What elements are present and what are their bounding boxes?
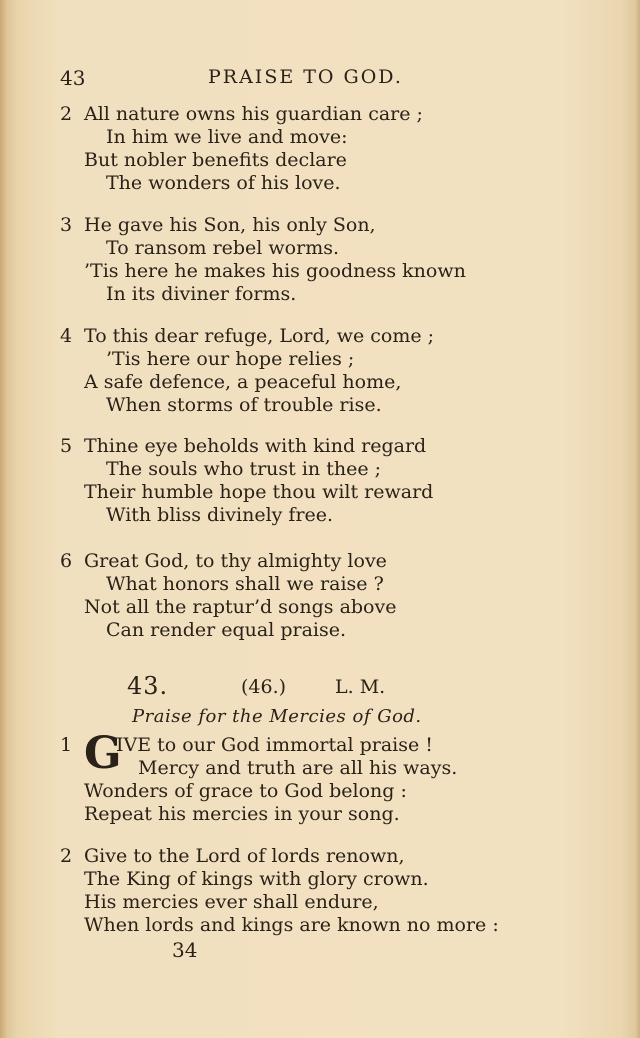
verse-line: To ransom rebel worms. <box>106 237 340 259</box>
stanza-6 <box>60 550 500 642</box>
verse-line: But nobler benefits declare <box>84 149 347 171</box>
hymn-stanza-1 <box>60 728 500 826</box>
verse-line: Repeat his mercies in your song. <box>84 803 400 825</box>
stanza-number: 1 <box>60 734 73 756</box>
verse-line: Can render equal praise. <box>106 619 347 641</box>
verse-line: 2 Give to the Lord of lords renown, <box>60 845 405 867</box>
running-title: PRAISE TO GOD. <box>208 66 403 88</box>
verse-line: When storms of trouble rise. <box>106 394 382 416</box>
stanza-number: 3 <box>60 214 73 236</box>
verse-line: 4 To this dear refuge, Lord, we come ; <box>60 325 435 347</box>
hymn-number: 43. <box>127 672 169 700</box>
page-edge-right <box>634 0 640 1038</box>
stanza-number: 5 <box>60 435 73 457</box>
stanza-2 <box>60 103 500 195</box>
verse-line: ’Tis here he makes his goodness known <box>84 260 466 282</box>
drop-cap: G <box>84 728 122 779</box>
page-edge-left <box>0 0 8 1038</box>
stanza-number: 2 <box>60 845 73 867</box>
hymn-heading <box>127 672 487 702</box>
verse-line: Not all the raptur’d songs above <box>84 596 397 618</box>
stanza-number: 4 <box>60 325 73 347</box>
verse-line: The King of kings with glory crown. <box>84 868 429 890</box>
verse-line: The souls who trust in thee ; <box>106 458 381 480</box>
stanza-4 <box>60 325 500 417</box>
page-header <box>60 66 500 94</box>
stanza-3 <box>60 214 500 306</box>
verse-line: The wonders of his love. <box>106 172 341 194</box>
verse-line: 2 All nature owns his guardian care ; <box>60 103 423 125</box>
stanza-number: 2 <box>60 103 73 125</box>
verse-line: 6 Great God, to thy almighty love <box>60 550 387 572</box>
verse-line: 1 G IVE to our God immortal praise ! <box>60 728 433 779</box>
stanza-5 <box>60 435 500 527</box>
signature-mark: 34 <box>172 938 198 962</box>
verse-line: What honors shall we raise ? <box>106 573 384 595</box>
verse-line: In him we live and move: <box>106 126 348 148</box>
verse-line: Wonders of grace to God belong : <box>84 780 407 802</box>
hymn-stanza-2 <box>60 845 500 937</box>
verse-line: ’Tis here our hope relies ; <box>106 348 355 370</box>
verse-line: With bliss divinely free. <box>106 504 334 526</box>
stanza-number: 6 <box>60 550 73 572</box>
verse-line: 3 He gave his Son, his only Son, <box>60 214 376 236</box>
verse-line: When lords and kings are known no more : <box>84 914 499 936</box>
verse-line: His mercies ever shall endure, <box>84 891 379 913</box>
hymn-reference: (46.) <box>241 676 287 698</box>
verse-line: 5 Thine eye beholds with kind regard <box>60 435 427 457</box>
hymn-subtitle: Praise for the Mercies of God. <box>132 706 422 727</box>
verse-line: In its diviner forms. <box>106 283 297 305</box>
hymn-meter: L. M. <box>335 676 386 698</box>
page-number: 43 <box>60 66 86 90</box>
verse-line: Mercy and truth are all his ways. <box>138 757 458 779</box>
verse-line: A safe defence, a peaceful home, <box>84 371 402 393</box>
verse-line: Their humble hope thou wilt reward <box>84 481 434 503</box>
